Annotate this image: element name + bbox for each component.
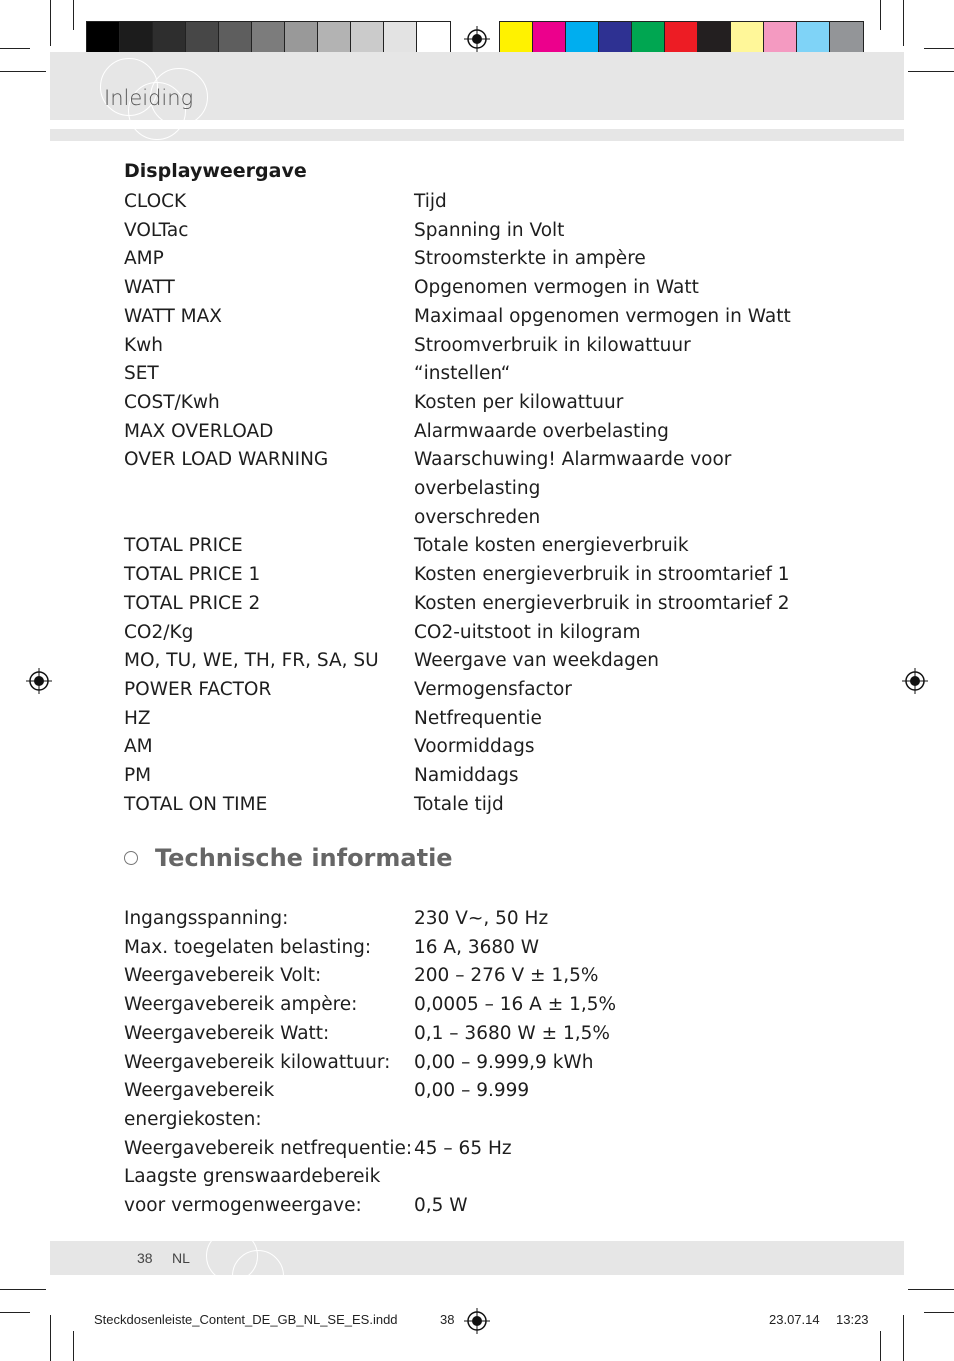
row-description: Netfrequentie xyxy=(414,707,542,729)
row-description: 0,00 – 9.999 xyxy=(414,1080,530,1102)
row-description: overschreden xyxy=(414,506,541,528)
spec-row xyxy=(124,1192,844,1221)
color-swatch xyxy=(599,22,632,54)
row-term: HZ xyxy=(124,707,151,729)
display-row xyxy=(124,217,844,246)
color-swatch xyxy=(797,22,830,54)
crop-mark xyxy=(50,0,51,46)
row-term: Kwh xyxy=(124,334,163,356)
row-term: Laagste grenswaardebereik xyxy=(124,1166,381,1188)
color-swatch xyxy=(285,22,318,54)
display-row xyxy=(124,274,844,303)
display-row xyxy=(124,418,844,447)
spec-row xyxy=(124,991,844,1020)
slug-filename: Steckdosenleiste_Content_DE_GB_NL_SE_ES.indd xyxy=(94,1312,398,1327)
spec-row xyxy=(124,1020,844,1049)
crop-mark xyxy=(0,48,30,49)
color-swatch xyxy=(120,22,153,54)
display-row xyxy=(124,791,844,820)
color-swatch xyxy=(186,22,219,54)
display-row xyxy=(124,303,844,332)
grayscale-bar xyxy=(86,21,451,55)
row-term: AM xyxy=(124,736,153,758)
bullet-circle-icon xyxy=(124,851,138,865)
display-row xyxy=(124,647,844,676)
row-description: Kosten energieverbruik in stroomtarief 2 xyxy=(414,592,790,614)
display-row xyxy=(124,446,844,503)
row-term: Max. toegelaten belasting: xyxy=(124,936,372,958)
display-row xyxy=(124,590,844,619)
registration-mark-icon xyxy=(26,668,52,694)
row-term: COST/Kwh xyxy=(124,391,220,413)
color-swatch xyxy=(219,22,252,54)
row-term: TOTAL PRICE xyxy=(124,535,243,557)
slug-time: 13:23 xyxy=(836,1312,869,1327)
row-description: “instellen“ xyxy=(414,363,511,385)
row-term: VOLTac xyxy=(124,219,189,241)
section-title: Inleiding xyxy=(104,86,194,110)
color-swatch xyxy=(632,22,665,54)
color-swatch xyxy=(764,22,797,54)
crop-mark xyxy=(880,1331,881,1361)
row-term: MAX OVERLOAD xyxy=(124,420,274,442)
display-row xyxy=(124,360,844,389)
crop-mark xyxy=(73,0,74,30)
row-description: Spanning in Volt xyxy=(414,219,565,241)
row-term: CO2/Kg xyxy=(124,621,194,643)
crop-mark xyxy=(0,1289,46,1290)
row-term: voor vermogenweergave: xyxy=(124,1195,362,1217)
color-swatch xyxy=(533,22,566,54)
spec-table xyxy=(124,905,844,1221)
color-swatch xyxy=(500,22,533,54)
row-description: 45 – 65 Hz xyxy=(414,1137,512,1159)
color-swatch xyxy=(351,22,384,54)
row-description: 16 A, 3680 W xyxy=(414,936,540,958)
row-term: PM xyxy=(124,765,152,787)
technical-heading xyxy=(124,844,453,872)
display-row xyxy=(124,676,844,705)
crop-mark xyxy=(903,1315,904,1361)
spec-row xyxy=(124,934,844,963)
display-row xyxy=(124,762,844,791)
display-row xyxy=(124,245,844,274)
crop-mark xyxy=(73,1331,74,1361)
color-swatch xyxy=(665,22,698,54)
row-description: Alarmwaarde overbelasting xyxy=(414,420,669,442)
color-swatch xyxy=(731,22,764,54)
row-description: 0,1 – 3680 W ± 1,5% xyxy=(414,1022,610,1044)
crop-mark xyxy=(908,1289,954,1290)
row-term: Weergavebereik Volt: xyxy=(124,965,322,987)
decorative-circle xyxy=(232,1250,284,1302)
row-description: Stroomverbruik in kilowattuur xyxy=(414,334,691,356)
row-term: Weergavebereik netfrequentie: xyxy=(124,1137,413,1159)
spec-row xyxy=(124,905,844,934)
row-description: Kosten energieverbruik in stroomtarief 1 xyxy=(414,564,790,586)
row-description: Voormiddags xyxy=(414,736,535,758)
row-description: Totale tijd xyxy=(414,793,504,815)
row-term: WATT MAX xyxy=(124,305,222,327)
row-description: Opgenomen vermogen in Watt xyxy=(414,277,699,299)
row-description: Tijd xyxy=(414,191,447,212)
crop-mark xyxy=(50,1315,51,1361)
color-swatch xyxy=(384,22,417,54)
row-description: Vermogensfactor xyxy=(414,678,572,700)
registration-mark-icon xyxy=(464,26,490,52)
row-term: Ingangsspanning: xyxy=(124,908,289,929)
row-term: Weergavebereik energiekosten: xyxy=(124,1080,275,1130)
crop-mark xyxy=(880,0,881,30)
row-description xyxy=(414,1163,844,1192)
row-term: SET xyxy=(124,363,159,385)
technical-heading-text: Technische informatie xyxy=(155,844,453,872)
row-term: AMP xyxy=(124,248,164,270)
color-swatch xyxy=(417,22,450,54)
color-swatch xyxy=(252,22,285,54)
color-swatch xyxy=(318,22,351,54)
display-row xyxy=(124,561,844,590)
color-swatch xyxy=(830,22,863,54)
row-term: TOTAL PRICE 2 xyxy=(124,592,261,614)
row-description: Maximaal opgenomen vermogen in Watt xyxy=(414,305,791,327)
row-description: Weergave van weekdagen xyxy=(414,650,659,672)
registration-mark-icon xyxy=(902,668,928,694)
display-row xyxy=(124,188,844,217)
display-row xyxy=(124,389,844,418)
crop-mark xyxy=(903,0,904,46)
row-term: TOTAL PRICE 1 xyxy=(124,564,261,586)
row-term: WATT xyxy=(124,277,175,299)
row-term: OVER LOAD WARNING xyxy=(124,449,329,471)
display-row xyxy=(124,332,844,361)
row-description: Stroomsterkte in ampère xyxy=(414,248,646,270)
spec-row xyxy=(124,962,844,991)
crop-mark xyxy=(924,48,954,49)
row-term: MO, TU, WE, TH, FR, SA, SU xyxy=(124,650,379,672)
crop-mark xyxy=(0,1312,30,1313)
row-description: 0,0005 – 16 A ± 1,5% xyxy=(414,994,617,1016)
row-description: 200 – 276 V ± 1,5% xyxy=(414,965,599,987)
row-term xyxy=(124,504,414,533)
color-swatch xyxy=(566,22,599,54)
registration-mark-icon xyxy=(464,1308,490,1334)
row-term: TOTAL ON TIME xyxy=(124,793,268,815)
row-description: Totale kosten energieverbruik xyxy=(414,535,689,557)
row-description: 0,5 W xyxy=(414,1195,468,1217)
row-term: Weergavebereik kilowattuur: xyxy=(124,1051,391,1073)
row-description: 0,00 – 9.999,9 kWh xyxy=(414,1051,594,1073)
display-row xyxy=(124,619,844,648)
spec-row xyxy=(124,1049,844,1078)
display-table xyxy=(124,188,844,819)
slug-page: 38 xyxy=(440,1312,455,1327)
display-row xyxy=(124,532,844,561)
crop-mark xyxy=(924,1312,954,1313)
row-term: Weergavebereik Watt: xyxy=(124,1022,330,1044)
color-swatch xyxy=(87,22,120,54)
row-description: Namiddags xyxy=(414,765,519,787)
row-term: POWER FACTOR xyxy=(124,678,272,700)
row-term: CLOCK xyxy=(124,191,187,212)
color-swatch xyxy=(698,22,731,54)
color-swatch xyxy=(153,22,186,54)
language-code: NL xyxy=(172,1250,190,1266)
spec-row xyxy=(124,1077,844,1134)
spec-row xyxy=(124,1135,844,1164)
page-number: 38 xyxy=(137,1250,153,1266)
row-description: 230 V~, 50 Hz xyxy=(414,908,549,929)
display-row xyxy=(124,504,844,533)
display-row xyxy=(124,705,844,734)
slug-date: 23.07.14 xyxy=(769,1312,820,1327)
display-heading: Displayweergave xyxy=(124,160,307,182)
row-description: Waarschuwing! Alarmwaarde voor overbelasting xyxy=(414,449,732,500)
display-row xyxy=(124,733,844,762)
crop-mark xyxy=(0,71,46,72)
crop-mark xyxy=(908,71,954,72)
spec-row xyxy=(124,1163,844,1192)
row-term: Weergavebereik ampère: xyxy=(124,994,358,1016)
row-description: CO2-uitstoot in kilogram xyxy=(414,621,641,643)
row-description: Kosten per kilowattuur xyxy=(414,391,624,413)
color-bar xyxy=(499,21,864,55)
